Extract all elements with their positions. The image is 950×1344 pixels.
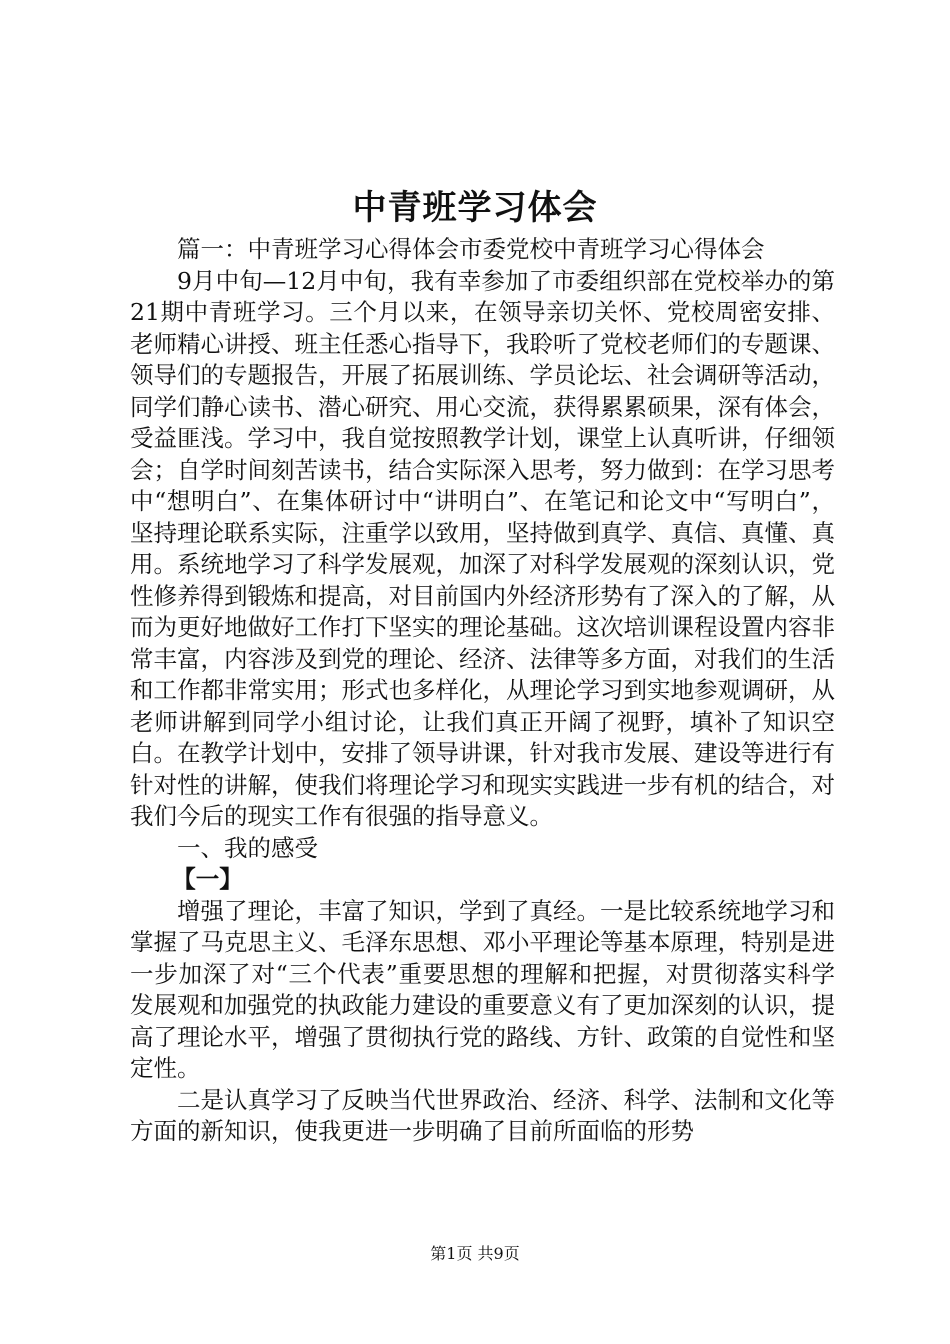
page-footer: 第1页 共9页 (430, 1244, 520, 1263)
paragraph-theory: 增强了理论，丰富了知识，学到了真经。一是比较系统地学习和掌握了马克思主义、毛泽东思想、邓小平理论等基本原理，特别是进一步加深了对“三个代表”重要思想的理解和把握，对贯彻落实科学发展观和加强党的执政能力建设的重要意义有了更加深刻的认识，提高了理论水平，增强了贯彻执行党的路线、方针、政策的自觉性和坚定性。 (130, 896, 835, 1082)
paragraph-bracket-heading: 【一】 (172, 865, 243, 893)
document-body (130, 234, 835, 1148)
paragraph-intro: 9月中旬—12月中旬，我有幸参加了市委组织部在党校举办的第21期中青班学习。三个月以来，在领导亲切关怀、党校周密安排、老师精心讲授、班主任悉心指导下，我聆听了党校老师们的专题课、领导们的专题报告，开展了拓展训练、学员论坛、社会调研等活动，同学们静心读书、潜心研究、用心交流，获得累累硕果，深有体会，受益匪浅。学习中，我自觉按照教学计划，课堂上认真听讲，仔细领会；自学时间刻苦读书，结合实际深入思考，努力做到：在学习思考中“想明白”、在集体研讨中“讲明白”、在笔记和论文中“写明白”，坚持理论联系实际，注重学以致用，坚持做到真学、真信、真懂、真用。系统地学习了科学发展观，加深了对科学发展观的深刻认识，党性修养得到锻炼和提高，对目前国内外经济形势有了深入的了解，从而为更好地做好工作打下坚实的理论基础。这次培训课程设置内容非常丰富，内容涉及到党的理论、经济、法律等多方面，对我们的生活和工作都非常实用；形式也多样化，从理论学习到实地参观调研，从老师讲解到同学小组讨论，让我们真正开阔了视野，填补了知识空白。在教学计划中，安排了领导讲课，针对我市发展、建设等进行有针对性的讲解，使我们将理论学习和现实实践进一步有机的结合，对我们今后的现实工作有很强的指导意义。 (130, 266, 835, 830)
document-title: 中青班学习体会 (352, 188, 598, 228)
paragraph-subheading-feelings: 一、我的感受 (177, 833, 318, 862)
paragraph-section-heading: 篇一：中青班学习心得体会市委党校中青班学习心得体会 (177, 235, 765, 263)
paragraph-knowledge: 二是认真学习了反映当代世界政治、经济、科学、法制和文化等方面的新知识，使我更进一步明确了目前所面临的形势 (130, 1085, 835, 1145)
